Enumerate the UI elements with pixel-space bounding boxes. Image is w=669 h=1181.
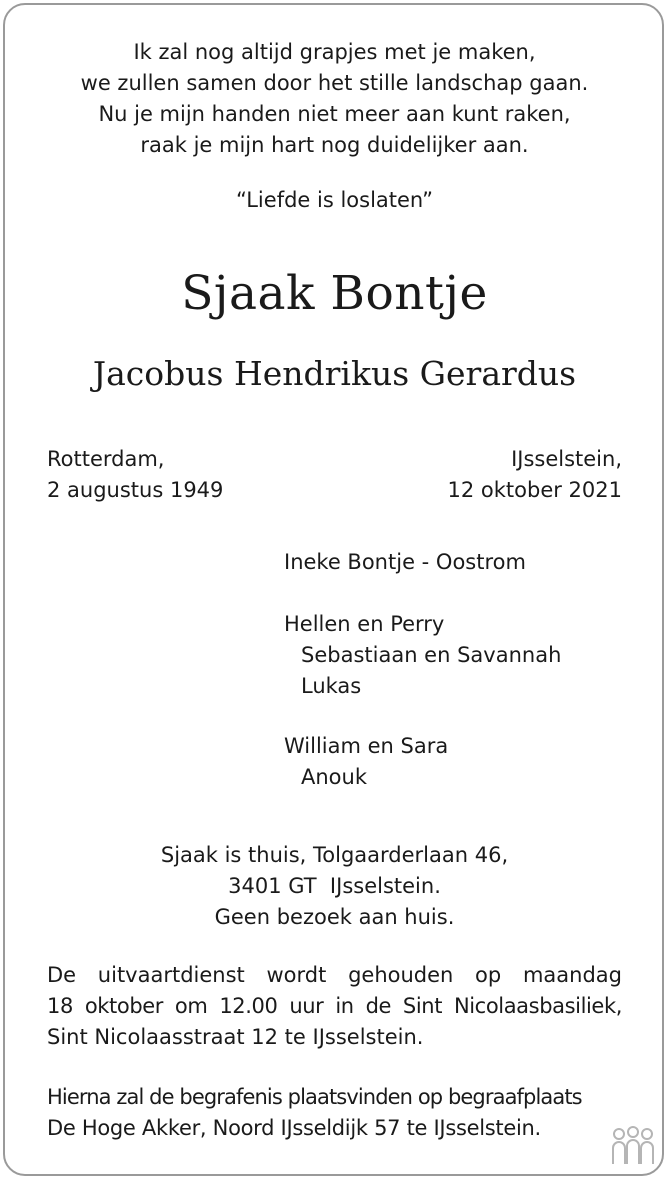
birth-date: 2 augustus 1949: [47, 478, 224, 502]
address-line: Sjaak is thuis, Tolgaarderlaan 46,: [160, 843, 509, 867]
family-child: Lukas: [301, 674, 362, 698]
service-info: [47, 960, 622, 1053]
family-child: Sebastiaan en Savannah: [301, 643, 562, 667]
family-parents: William en Sara: [284, 734, 449, 758]
poem-line: Nu je mijn handen niet meer aan kunt raken,: [98, 102, 571, 126]
service-line: Sint Nicolaasstraat 12 te IJsselstein.: [47, 1025, 424, 1049]
burial-info: [47, 1082, 622, 1144]
death-date: 12 oktober 2021: [447, 478, 622, 502]
service-line: 18 oktober om 12.00 uur in de Sint Nicolaasbasiliek,: [47, 994, 622, 1018]
birth-place: Rotterdam,: [47, 447, 165, 471]
family-group-1: [284, 609, 561, 702]
family-parents: Hellen en Perry: [284, 612, 445, 636]
poem-line: raak je mijn hart nog duidelijker aan.: [140, 133, 529, 157]
family-group-2: [284, 731, 448, 793]
address: [0, 840, 669, 933]
service-line: De uitvaartdienst wordt gehouden op maandag: [47, 963, 622, 987]
death-info: [448, 444, 623, 506]
quote: “Liefde is loslaten”: [236, 188, 433, 212]
burial-line: Hierna zal de begrafenis plaatsvinden op begraafplaats: [47, 1085, 582, 1109]
family-child: Anouk: [301, 765, 367, 789]
poem-line: Ik zal nog altijd grapjes met je maken,: [133, 40, 536, 64]
address-line: 3401 GT IJsselstein.: [228, 874, 441, 898]
address-line: Geen bezoek aan huis.: [214, 905, 455, 929]
people-logo-icon: [610, 1126, 656, 1166]
burial-line: De Hoge Akker, Noord IJsseldijk 57 te IJsselstein.: [47, 1116, 541, 1140]
deceased-name: Sjaak Bontje: [181, 266, 488, 321]
death-place: IJsselstein,: [511, 447, 622, 471]
birth-info: [47, 444, 223, 506]
deceased-full-name: Jacobus Hendrikus Gerardus: [92, 354, 577, 393]
poem: [0, 37, 669, 161]
family-spouse: Ineke Bontje - Oostrom: [284, 550, 526, 574]
poem-line: we zullen samen door het stille landschap gaan.: [80, 71, 589, 95]
